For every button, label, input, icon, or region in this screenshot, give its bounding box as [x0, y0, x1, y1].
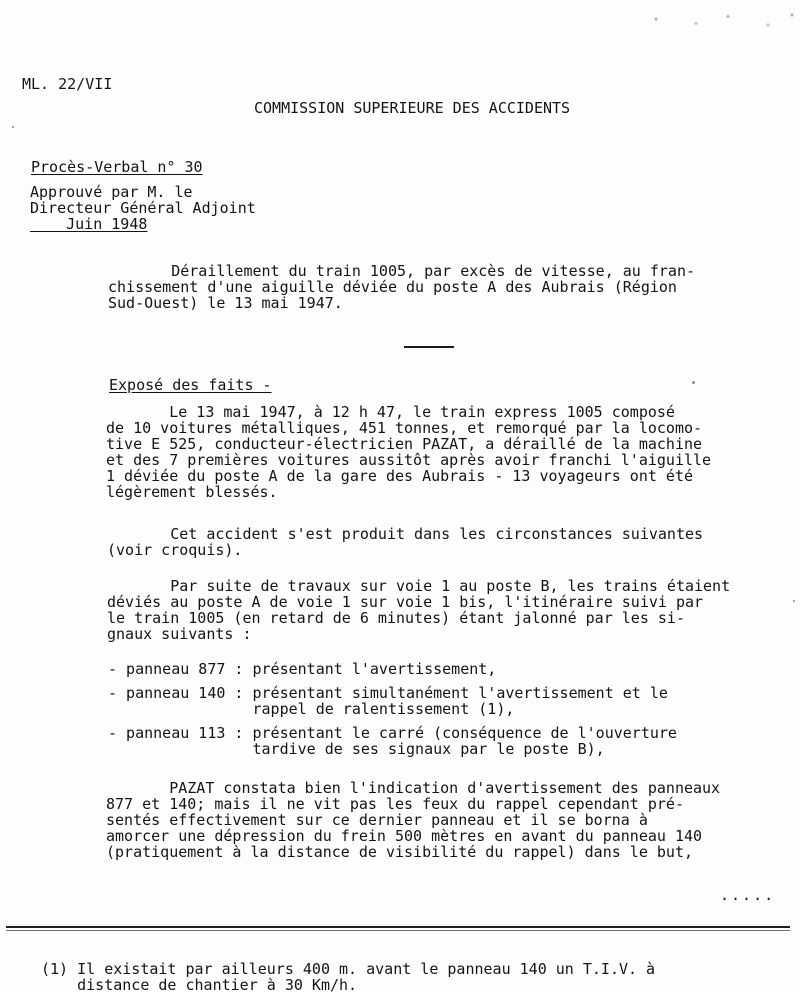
commission-heading: COMMISSION SUPERIEURE DES ACCIDENTS [254, 99, 571, 117]
document-reference: ML. 22/VII [22, 75, 113, 93]
paragraph-circumstances: Cet accident s'est produit dans les circonstances suivantes (voir croquis). [107, 525, 704, 559]
signal-item: - panneau 113 : présentant le carré (conséquence de l'ouverture tardive de ses signaux par le poste B), [108, 724, 677, 758]
paragraph-driver: PAZAT constata bien l'indication d'avertissement des panneaux 877 et 140; mais il ne vit pas les feux du rappel cependant pré- sentés effectivement sur ce dernier panneau et il se borna à amorcer une dépression du frein 500 mètres en avant du panneau 140 (pratiquement à la distance de visibilité du rappel) dans le but, [106, 779, 721, 861]
scan-speck [793, 600, 795, 602]
paragraph-itinerary: Par suite de travaux sur voie 1 au poste B, les trains étaient déviés au poste A de voie 1 sur voie 1 bis, l'itinéraire suivi par le train 1005 (en retard de 6 minutes) étant jalonné par les si- gnaux suivants : [107, 577, 731, 643]
signal-item: - panneau 140 : présentant simultanément l'avertissement et le rappel de ralentissement (1), [108, 684, 668, 718]
approval-block [30, 184, 256, 232]
scan-noise [640, 8, 800, 36]
approval-date: Juin 1948 [30, 215, 148, 233]
signal-list [108, 661, 677, 765]
approval-line-1: Approuvé par M. le [30, 183, 193, 201]
continuation-dots: ..... [720, 886, 776, 904]
separator-rule [404, 346, 454, 348]
signal-item: - panneau 877 : présentant l'avertissement, [108, 660, 497, 678]
accident-summary: Déraillement du train 1005, par excès de vitesse, au fran- chissement d'une aiguille déviée du poste A des Aubrais (Région Sud-Ouest) le 13 mai 1947. [108, 262, 695, 312]
paragraph-facts: Le 13 mai 1947, à 12 h 47, le train express 1005 composé de 10 voitures métalliques, 451 tonnes, et remorqué par la locomo- tive E 525, conducteur-électricien PAZAT, a déraillé de la machine et des 7 premières voitures aussitôt après avoir franchi l'aiguille 1 déviée du poste A de la gare des Aubrais - 13 voyageurs ont été légèrement blessés. [106, 403, 712, 501]
record-title: Procès-Verbal n° 30 [31, 158, 203, 176]
footnote-rule [6, 926, 790, 928]
footnote: (1) Il existait par ailleurs 400 m. avant le panneau 140 un T.I.V. à distance de chantier à 30 Km/h. [41, 960, 656, 994]
scan-speck [692, 381, 695, 384]
approval-line-2: Directeur Général Adjoint [30, 199, 256, 217]
section-title: Exposé des faits - [109, 376, 272, 394]
footnote-rule-shadow [6, 930, 790, 931]
scan-speck [12, 126, 14, 128]
